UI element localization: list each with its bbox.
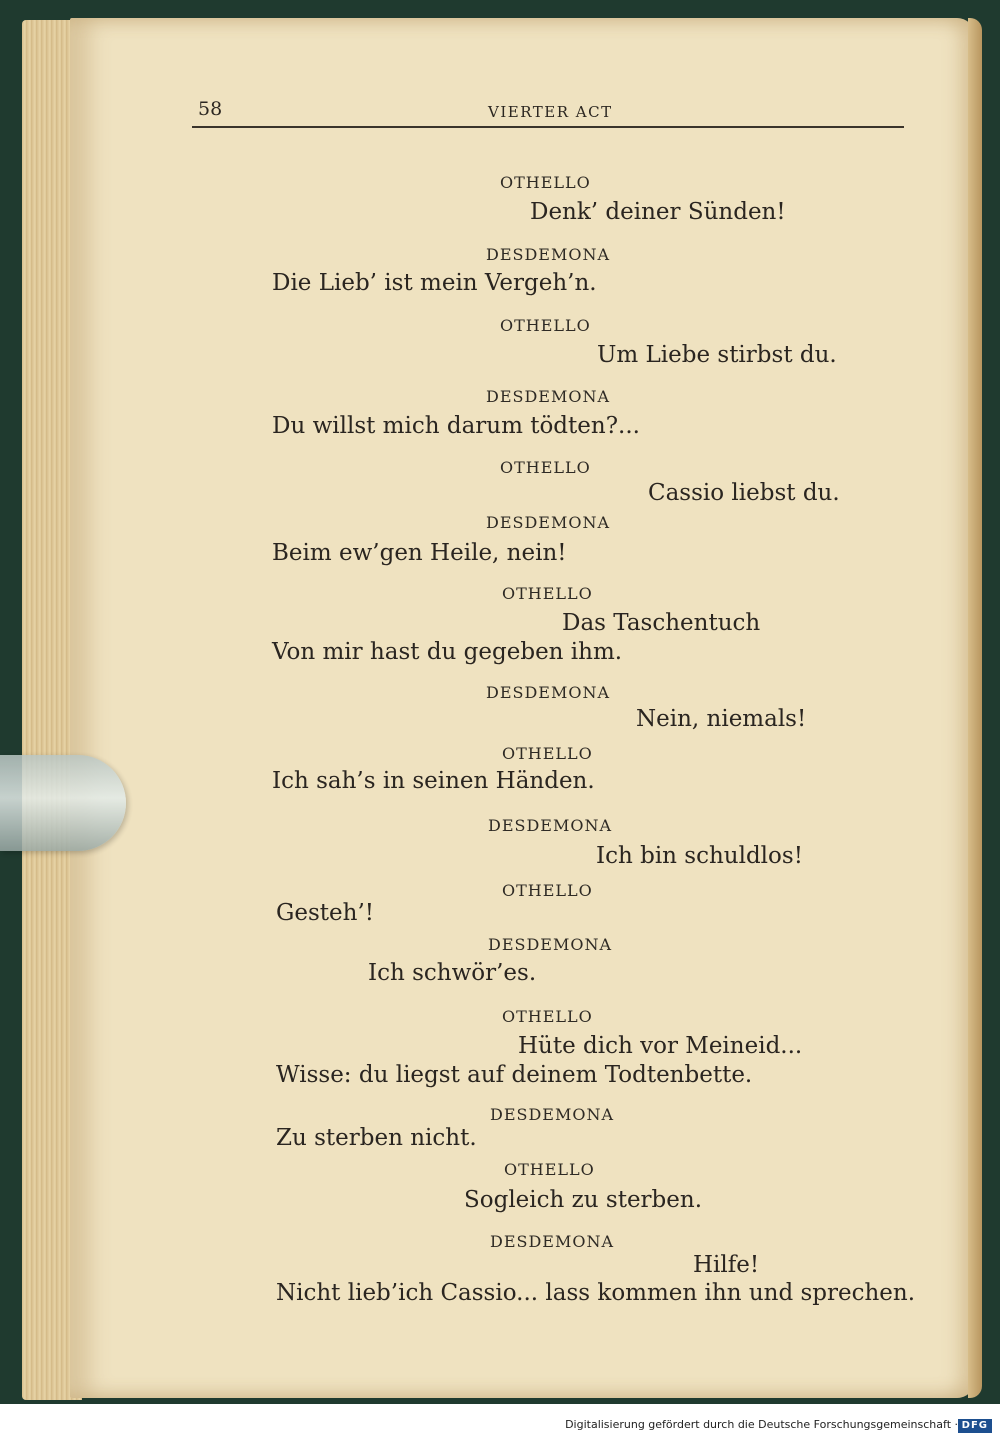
dialogue-line: Die Lieb’ ist mein Vergeh’n. [272,270,597,296]
header-rule [192,126,904,128]
dialogue-line: Nicht lieb’ich Cassio... lass kommen ihn und sprechen. [276,1280,916,1306]
dialogue-line: Denk’ deiner Sünden! [530,199,786,225]
speaker-label: OTHELLO [502,1007,593,1026]
dialogue-line: Gesteh’! [276,900,375,926]
speaker-label: OTHELLO [502,584,593,603]
dialogue-line: Nein, niemals! [636,706,807,732]
speaker-label: DESDEMONA [486,245,611,264]
dialogue-line: Sogleich zu sterben. [464,1187,703,1213]
speaker-label: DESDEMONA [490,1105,615,1124]
speaker-label: DESDEMONA [488,816,613,835]
speaker-label: DESDEMONA [486,683,611,702]
dfg-logo: DFG [958,1419,992,1433]
dialogue-line: Um Liebe stirbst du. [597,342,837,368]
dialogue-line: Ich schwör’es. [368,960,537,986]
dialogue-line: Cassio liebst du. [648,480,840,506]
dialogue-line: Hilfe! [693,1252,760,1278]
dialogue-line: Von mir hast du gegeben ihm. [272,639,623,665]
speaker-label: OTHELLO [500,458,591,477]
speaker-label: OTHELLO [502,881,593,900]
dialogue-line: Zu sterben nicht. [276,1125,477,1151]
page-clip [0,755,126,851]
page-number: 58 [198,98,223,120]
dialogue-line: Das Taschentuch [562,610,761,636]
dialogue-line: Beim ew’gen Heile, nein! [272,540,567,566]
dialogue-line: Ich sah’s in seinen Händen. [272,768,595,794]
speaker-label: DESDEMONA [486,513,611,532]
speaker-label: DESDEMONA [488,935,613,954]
page-right-edge [968,18,982,1398]
speaker-label: OTHELLO [500,173,591,192]
dialogue-line: Wisse: du liegst auf deinem Todtenbette. [276,1062,753,1088]
digitization-credit: Digitalisierung gefördert durch die Deutsche Forschungsgemeinschaft · [565,1418,958,1431]
dialogue-line: Du willst mich darum tödten?... [272,413,640,439]
speaker-label: OTHELLO [500,316,591,335]
speaker-label: OTHELLO [502,744,593,763]
speaker-label: OTHELLO [504,1160,595,1179]
dialogue-line: Ich bin schuldlos! [596,843,803,869]
dialogue-line: Hüte dich vor Meineid... [518,1033,803,1059]
speaker-label: DESDEMONA [490,1232,615,1251]
speaker-label: DESDEMONA [486,387,611,406]
running-head: VIERTER ACT [488,103,613,121]
